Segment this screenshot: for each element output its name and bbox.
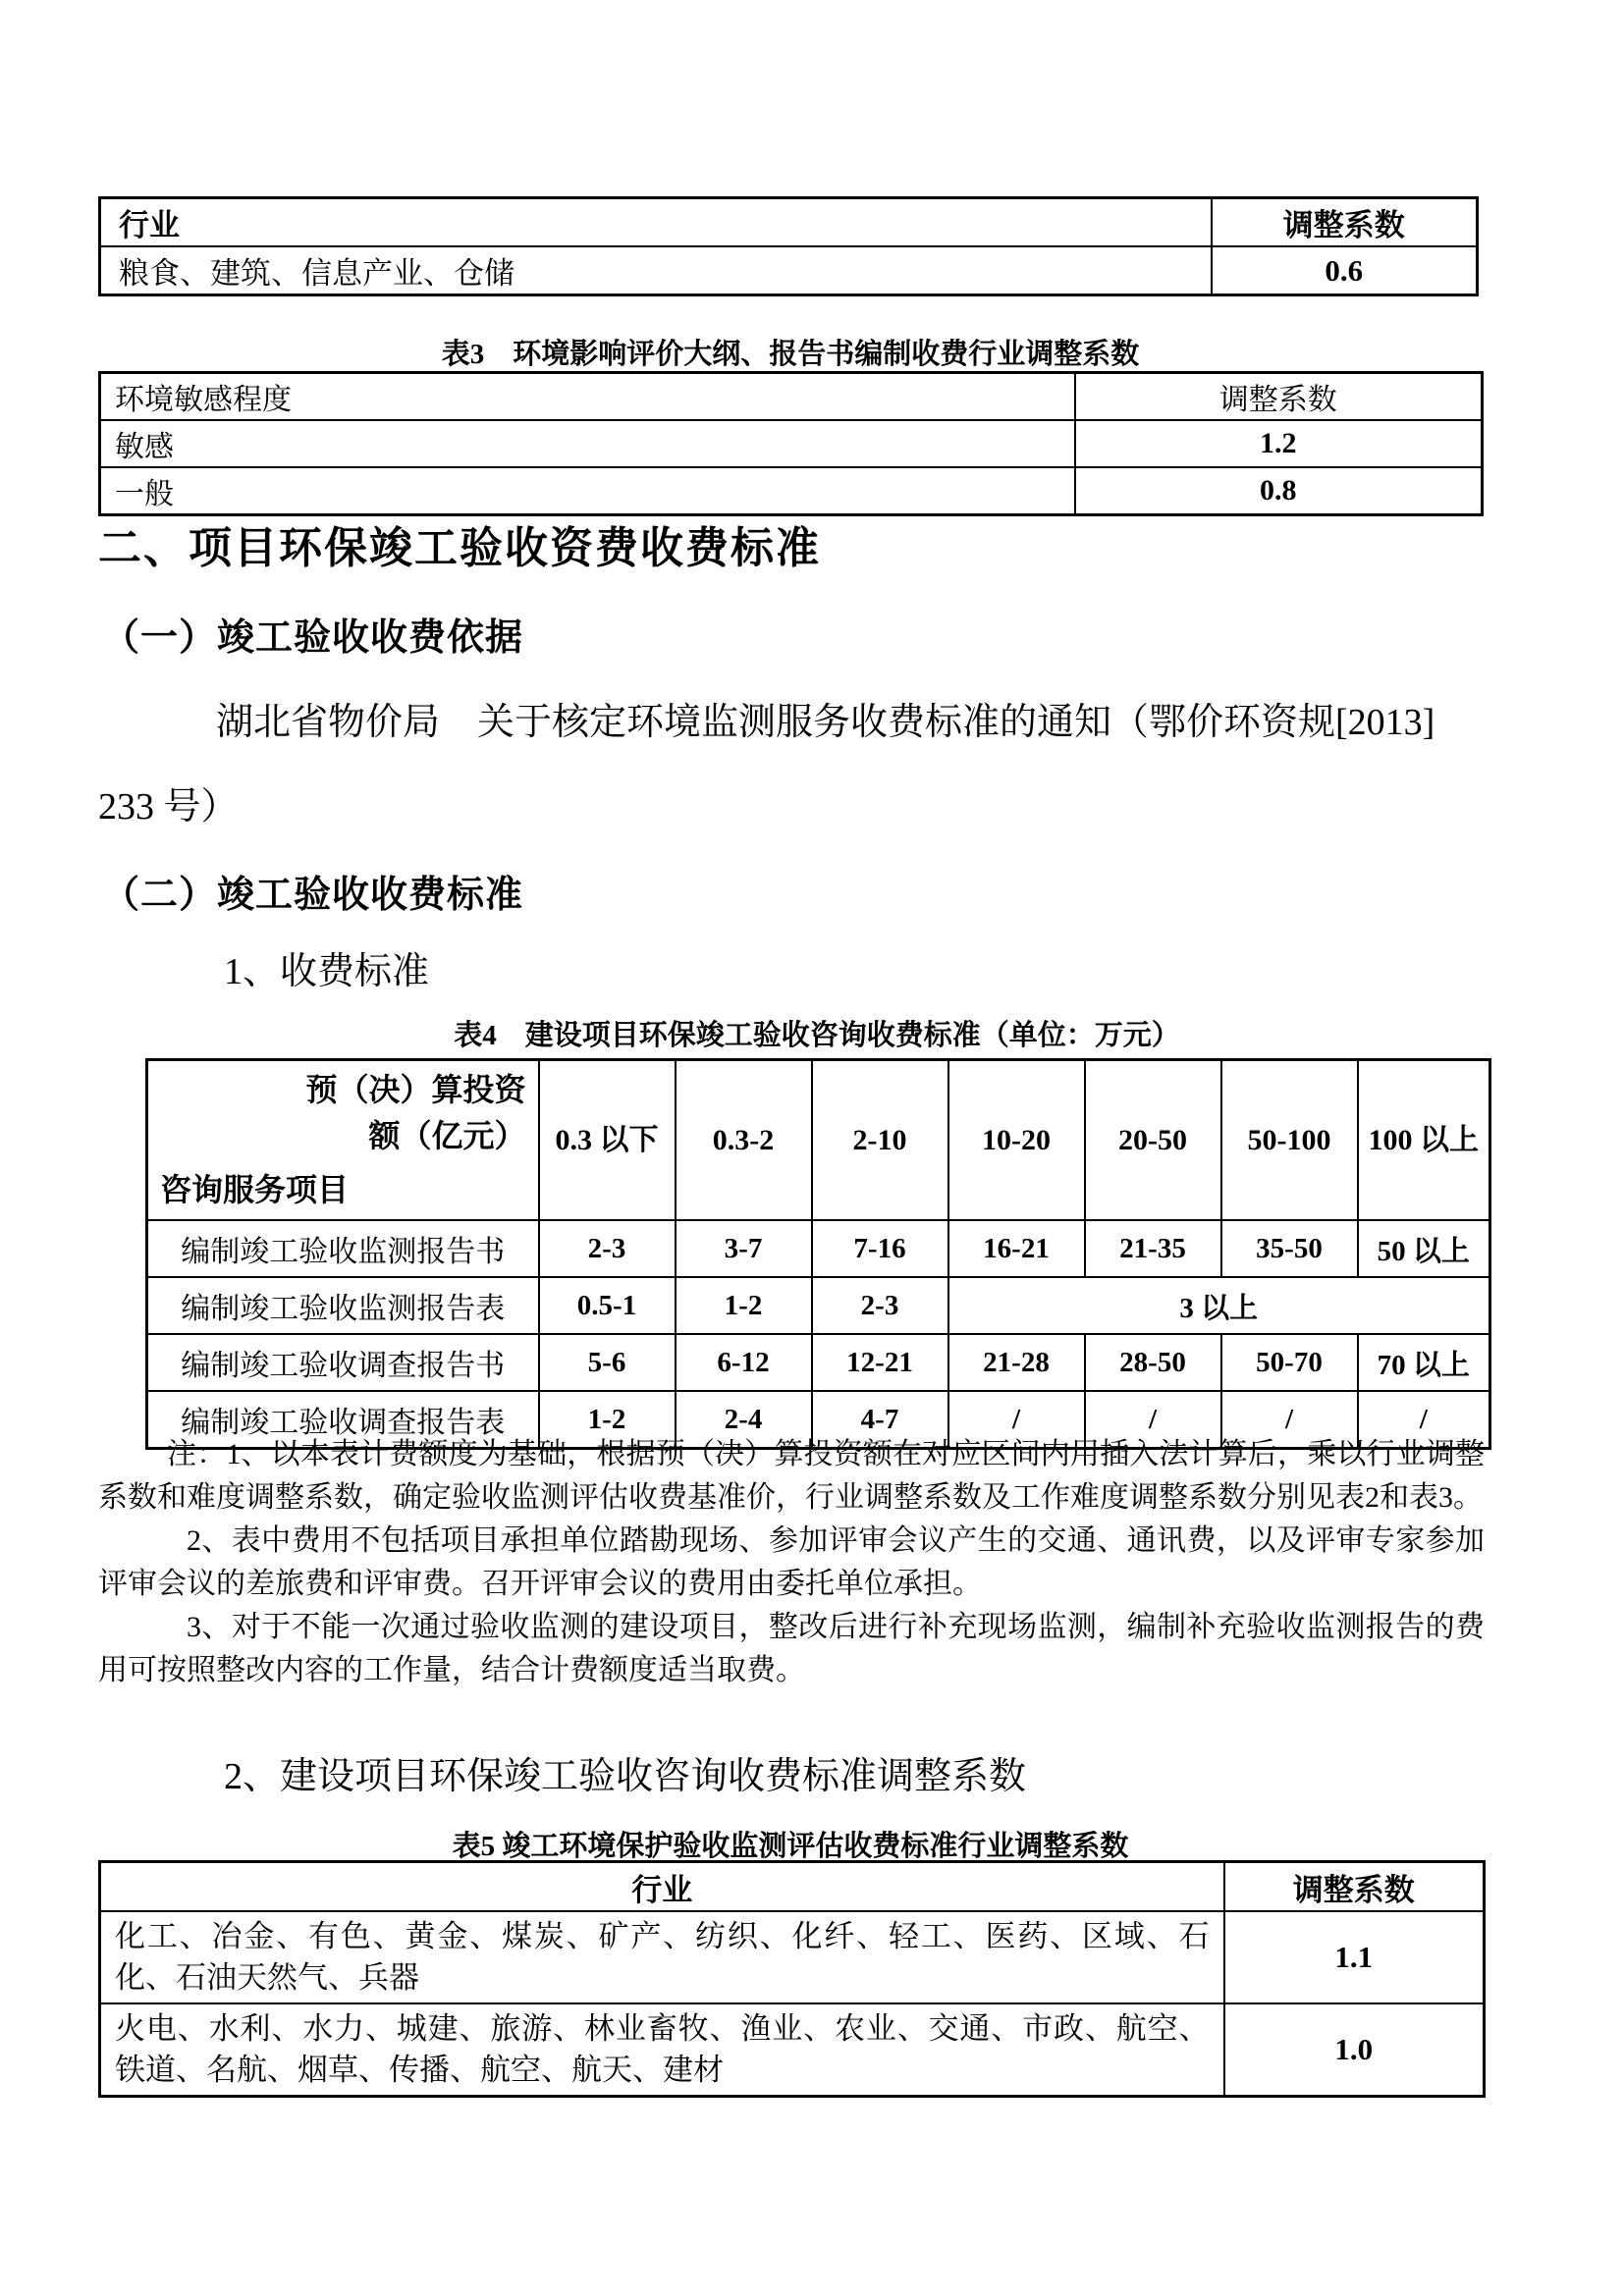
fee-cell: 7-16 [812, 1220, 948, 1277]
corner-investment-line1: 预（决）算投资 [305, 1072, 526, 1107]
table4-notes [98, 1433, 1485, 1692]
fee-cell: / [948, 1391, 1085, 1449]
coefficient-cell: 1.1 [1224, 1911, 1485, 2003]
table-row [147, 1334, 1490, 1391]
note-2: 2、表中费用不包括项目承担单位踏勘现场、参加评审会议产生的交通、通讯费，以及评审专家参加评审会议的差旅费和评审费。召开评审会议的费用由委托单位承担。 [98, 1524, 1485, 1600]
table3-environment-sensitivity [98, 371, 1484, 516]
fee-cell: 2-3 [539, 1220, 676, 1277]
table-row [100, 198, 1478, 247]
column-header: 0.3 以下 [539, 1060, 676, 1221]
note-3: 3、对于不能一次通过验收监测的建设项目，整改后进行补充现场监测，编制补充验收监测报告的费用可按照整改内容的工作量，结合计费额度适当取费。 [98, 1611, 1485, 1686]
row-label: 编制竣工验收监测报告表 [147, 1277, 539, 1334]
industry-cell: 化工、冶金、有色、黄金、煤炭、矿产、纺织、化纤、轻工、医药、区域、石化、石油天然气、兵器 [100, 1911, 1224, 2003]
table-row [100, 1911, 1485, 2003]
item-heading-fee-standard: 1、收费标准 [224, 951, 430, 992]
basis-paragraph-line1: 湖北省物价局 关于核定环境监测服务收费标准的通知（鄂价环资规[2013] [216, 702, 1435, 743]
table5-industry-coefficient [98, 1860, 1486, 2098]
column-header: 0.3-2 [676, 1060, 812, 1221]
table-row [100, 246, 1478, 295]
column-header: 2-10 [812, 1060, 948, 1221]
table-row [147, 1220, 1490, 1277]
basis-paragraph-line2: 233 号） [98, 786, 239, 828]
table4-acceptance-fee-standard [145, 1058, 1491, 1450]
column-header: 10-20 [948, 1060, 1085, 1221]
item-heading-adjust-coefficient: 2、建设项目环保竣工验收咨询收费标准调整系数 [224, 1756, 1027, 1797]
fee-cell: / [1085, 1391, 1221, 1449]
fee-cell-merged: 3 以上 [948, 1277, 1490, 1334]
fee-cell: 4-7 [812, 1391, 948, 1449]
row-label: 编制竣工验收监测报告书 [147, 1220, 539, 1277]
table5-title: 表5 竣工环境保护验收监测评估收费标准行业调整系数 [452, 1831, 1129, 1862]
table4-title: 表4 建设项目环保竣工验收咨询收费标准（单位：万元） [454, 1020, 1180, 1051]
row-label: 编制竣工验收调查报告书 [147, 1334, 539, 1391]
fee-cell: 1-2 [676, 1277, 812, 1334]
corner-investment-line2: 额（亿元） [368, 1118, 526, 1153]
column-header-sensitivity: 环境敏感程度 [100, 373, 1075, 421]
table-row [147, 1277, 1490, 1334]
sensitivity-cell: 一般 [100, 467, 1075, 515]
coefficient-cell: 1.2 [1075, 420, 1483, 467]
subsection-heading-standard: （二）竣工验收收费标准 [102, 875, 524, 916]
fee-cell: 70 以上 [1358, 1334, 1490, 1391]
fee-cell: 2-4 [676, 1391, 812, 1449]
note-1: 注：1、以本表计费额度为基础，根据预（决）算投资额在对应区间内用插入法计算后，乘以行业调整系数和难度调整系数，确定验收监测评估收费基准价，行业调整系数及工作难度调整系数分别见表2和表3。 [98, 1438, 1485, 1514]
fee-cell: 21-28 [948, 1334, 1085, 1391]
table-row [100, 467, 1483, 515]
table-row [100, 420, 1483, 467]
fee-cell: 6-12 [676, 1334, 812, 1391]
fee-cell: 16-21 [948, 1220, 1085, 1277]
fee-cell: 12-21 [812, 1334, 948, 1391]
table-header-row [100, 1862, 1485, 1912]
column-header: 50-100 [1221, 1060, 1358, 1221]
table3-title: 表3 环境影响评价大纲、报告书编制收费行业调整系数 [441, 339, 1140, 370]
fee-cell: / [1358, 1391, 1490, 1449]
column-header: 20-50 [1085, 1060, 1221, 1221]
industry-coefficient-table-top [98, 196, 1479, 296]
column-header-industry: 行业 [100, 1862, 1224, 1912]
corner-header-cell [147, 1060, 539, 1221]
fee-cell: 3-7 [676, 1220, 812, 1277]
fee-cell: 2-3 [812, 1277, 948, 1334]
table-row [100, 373, 1483, 421]
fee-cell: / [1221, 1391, 1358, 1449]
fee-cell: 50-70 [1221, 1334, 1358, 1391]
table-row [100, 2003, 1485, 2097]
coefficient-cell: 0.6 [1212, 246, 1478, 295]
column-header-industry: 行业 [100, 198, 1212, 247]
fee-cell: 50 以上 [1358, 1220, 1490, 1277]
section-heading: 二、项目环保竣工验收资费收费标准 [98, 524, 821, 572]
column-header-coefficient: 调整系数 [1224, 1862, 1485, 1912]
coefficient-cell: 0.8 [1075, 467, 1483, 515]
fee-cell: 21-35 [1085, 1220, 1221, 1277]
fee-cell: 1-2 [539, 1391, 676, 1449]
corner-service-item: 咨询服务项目 [160, 1172, 350, 1207]
fee-cell: 5-6 [539, 1334, 676, 1391]
fee-cell: 28-50 [1085, 1334, 1221, 1391]
industry-cell: 火电、水利、水力、城建、旅游、林业畜牧、渔业、农业、交通、市政、航空、铁道、名航、烟草、传播、航空、航天、建材 [100, 2003, 1224, 2097]
table-header-row [147, 1060, 1490, 1221]
subsection-heading-basis: （一）竣工验收收费依据 [102, 617, 524, 659]
row-label: 编制竣工验收调查报告表 [147, 1391, 539, 1449]
fee-cell: 35-50 [1221, 1220, 1358, 1277]
coefficient-cell: 1.0 [1224, 2003, 1485, 2097]
industry-cell: 粮食、建筑、信息产业、仓储 [100, 246, 1212, 295]
column-header-coefficient: 调整系数 [1075, 373, 1483, 421]
column-header: 100 以上 [1358, 1060, 1490, 1221]
column-header-coefficient: 调整系数 [1212, 198, 1478, 247]
fee-cell: 0.5-1 [539, 1277, 676, 1334]
sensitivity-cell: 敏感 [100, 420, 1075, 467]
